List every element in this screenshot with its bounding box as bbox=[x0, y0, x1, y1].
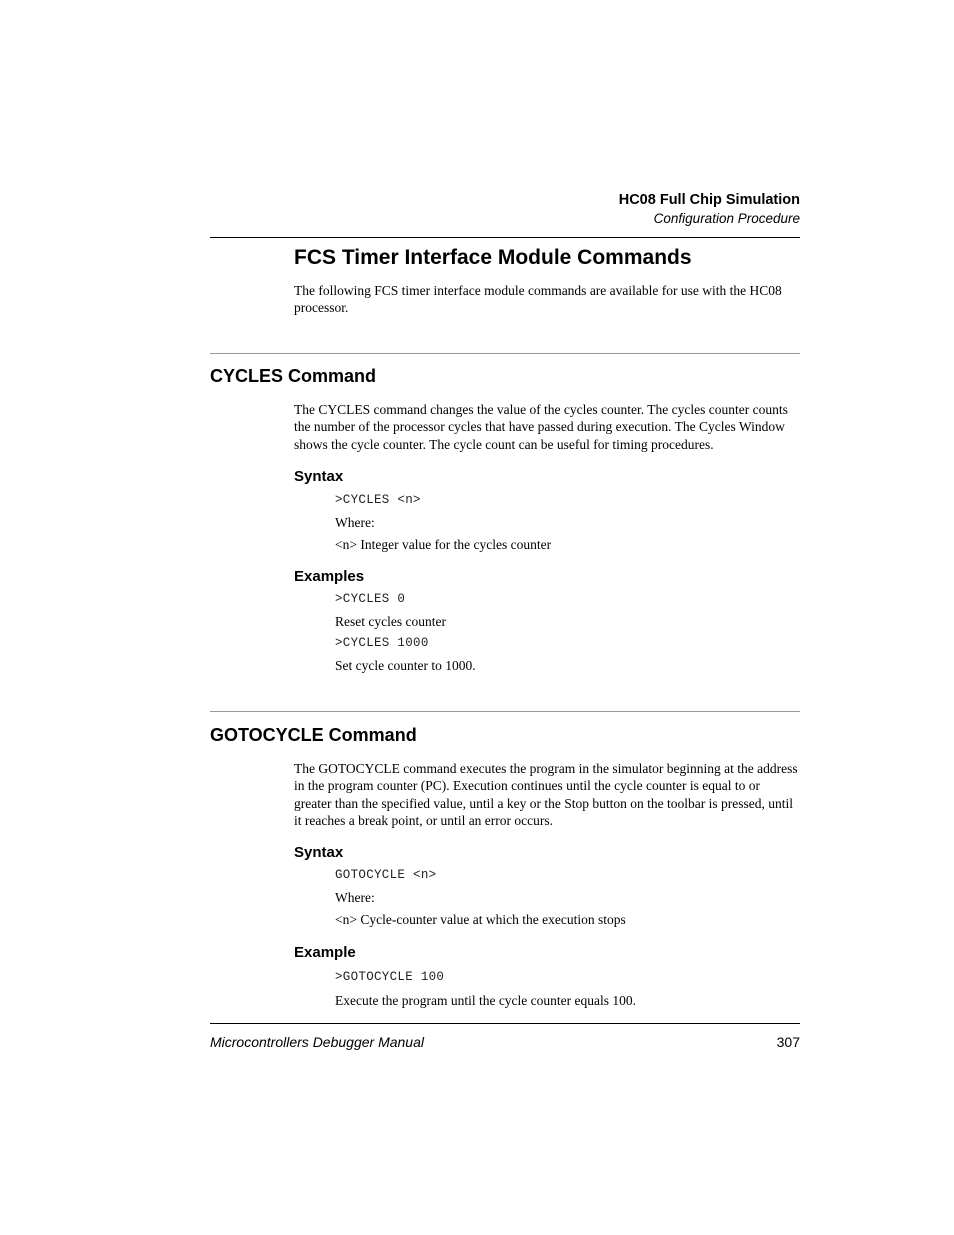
section-divider-cycles bbox=[210, 353, 800, 354]
cycles-example2-code: >CYCLES 1000 bbox=[335, 636, 429, 650]
footer-rule bbox=[210, 1023, 800, 1024]
gotocycle-description: The GOTOCYCLE command executes the program in the simulator beginning at the address in the program counter (PC). Execution continues until the cycle counter is equal to or greater than the specified value, until a key or the Stop button on the toolbar is pressed, until it reaches a break point, or until an error occurs. bbox=[294, 761, 798, 828]
cycles-example2-text: Set cycle counter to 1000. bbox=[335, 658, 476, 673]
intro-paragraph: The following FCS timer interface module commands are available for use with the HC08 processor. bbox=[294, 283, 782, 316]
cycles-example1-text: Reset cycles counter bbox=[335, 614, 446, 629]
cycles-syntax-heading: Syntax bbox=[294, 468, 344, 485]
gotocycle-command-heading: GOTOCYCLE Command bbox=[210, 725, 417, 745]
gotocycle-syntax-code: GOTOCYCLE <n> bbox=[335, 868, 437, 882]
gotocycle-syntax-heading: Syntax bbox=[294, 844, 344, 861]
gotocycle-param-description: <n> Cycle-counter value at which the execution stops bbox=[335, 912, 626, 927]
gotocycle-example-heading: Example bbox=[294, 944, 356, 961]
section-divider-gotocycle bbox=[210, 711, 800, 712]
running-header-subtitle: Configuration Procedure bbox=[653, 211, 800, 226]
cycles-examples-heading: Examples bbox=[294, 568, 365, 585]
footer-manual-title: Microcontrollers Debugger Manual bbox=[210, 1034, 424, 1050]
section-heading-fcs-timer: FCS Timer Interface Module Commands bbox=[294, 246, 692, 269]
footer-page-number: 307 bbox=[776, 1034, 800, 1050]
cycles-where-label: Where: bbox=[335, 515, 375, 530]
cycles-description: The CYCLES command changes the value of the cycles counter. The cycles counter counts the number of the processor cycles that have passed during execution. The Cycles Window shows the cycle counter. The cycle count can be useful for timing procedures. bbox=[294, 402, 788, 452]
gotocycle-where-label: Where: bbox=[335, 890, 375, 905]
cycles-example1-code: >CYCLES 0 bbox=[335, 592, 406, 606]
gotocycle-example-text: Execute the program until the cycle counter equals 100. bbox=[335, 993, 637, 1008]
cycles-param-description: <n> Integer value for the cycles counter bbox=[335, 537, 552, 552]
running-header-title: HC08 Full Chip Simulation bbox=[618, 192, 800, 208]
cycles-command-heading: CYCLES Command bbox=[210, 366, 377, 386]
header-rule bbox=[210, 237, 800, 238]
gotocycle-example-code: >GOTOCYCLE 100 bbox=[335, 970, 445, 984]
cycles-syntax-code: >CYCLES <n> bbox=[335, 493, 421, 507]
